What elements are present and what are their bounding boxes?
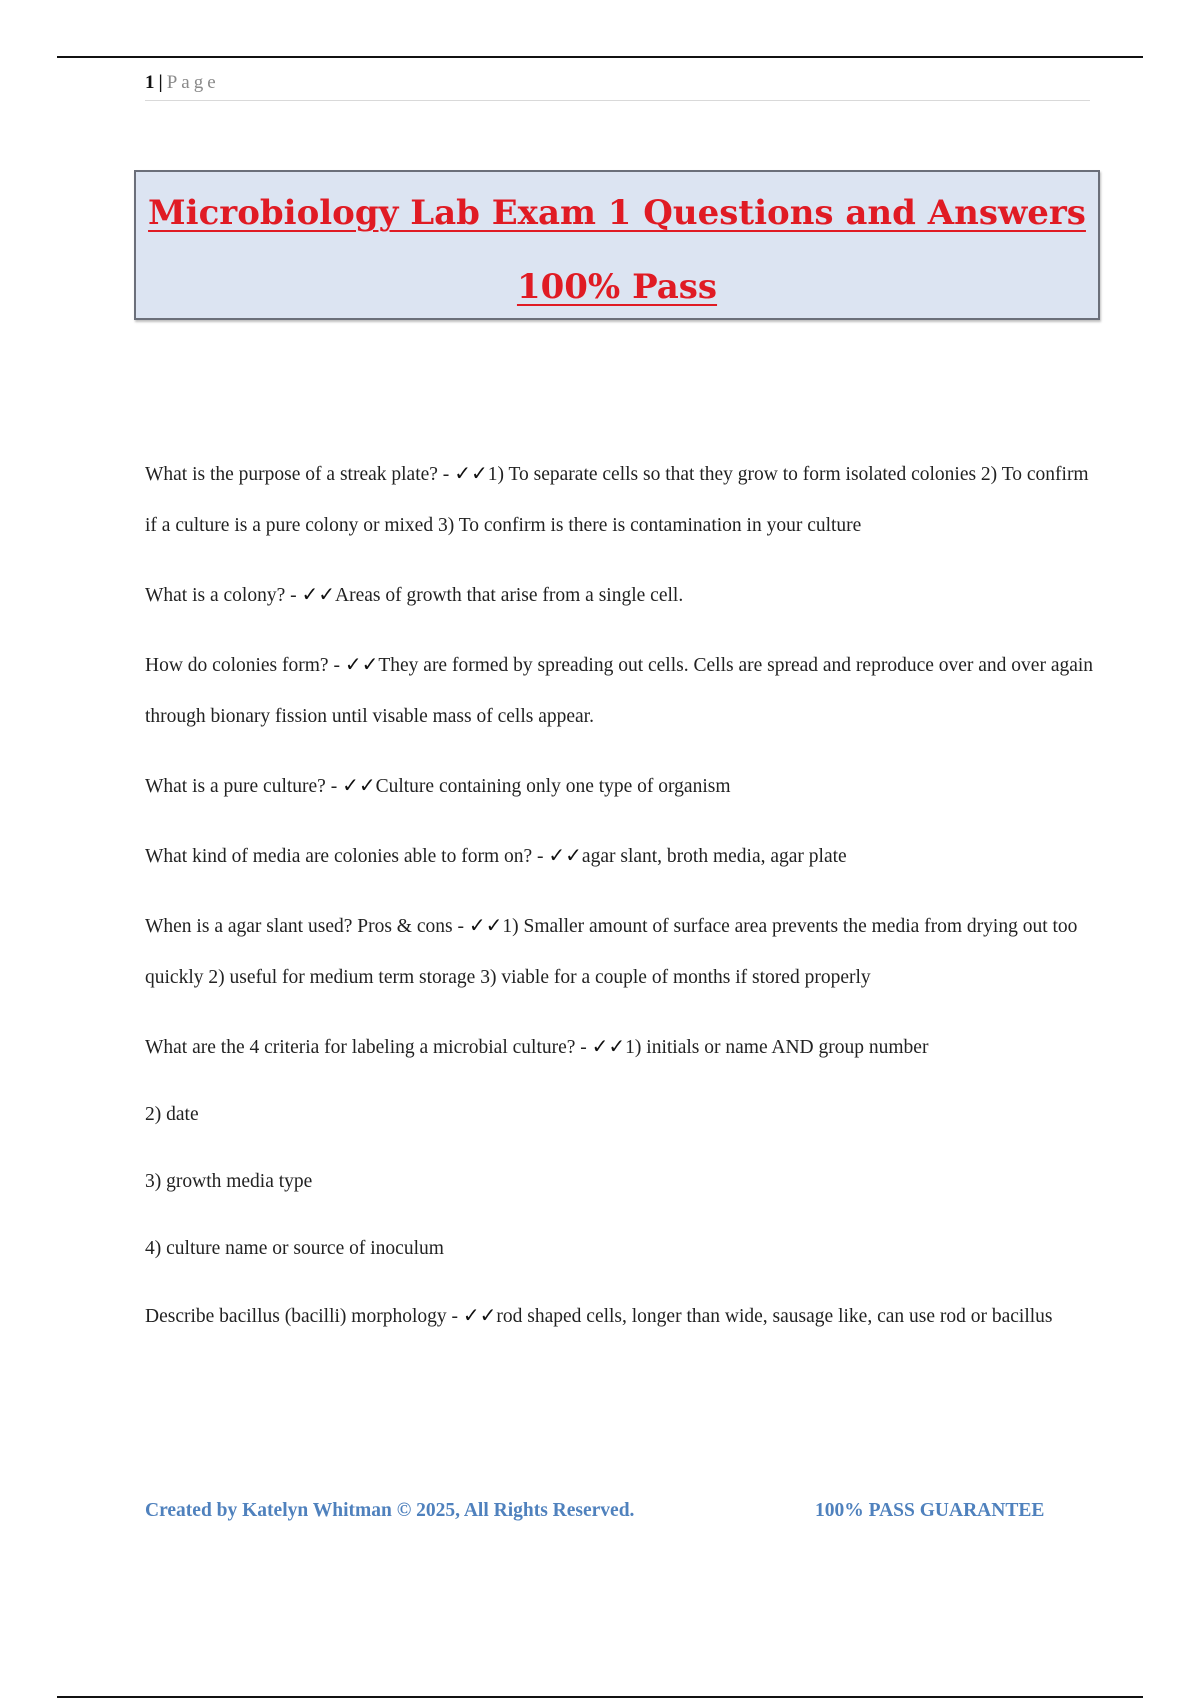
page-header xyxy=(145,72,1090,101)
question-text: What kind of media are colonies able to form on? - xyxy=(145,846,549,867)
qa-item xyxy=(145,639,1095,742)
qa-content xyxy=(145,448,1095,1360)
answer-text: 1) initials or name AND group number xyxy=(625,1037,929,1058)
check-icon: ✓✓ xyxy=(468,913,503,937)
criteria-item: 2) date xyxy=(145,1104,199,1125)
check-icon: ✓✓ xyxy=(591,1034,626,1058)
answer-text: rod shaped cells, longer than wide, sausage like, can use rod or bacillus xyxy=(496,1306,1053,1327)
title-line-1: Microbiology Lab Exam 1 Questions and Answers xyxy=(148,193,1086,233)
qa-item xyxy=(145,448,1095,551)
question-text: How do colonies form? - xyxy=(145,655,345,676)
question-text: What is a colony? - xyxy=(145,585,302,606)
answer-text: agar slant, broth media, agar plate xyxy=(581,846,847,867)
answer-text: 1) To separate cells so that they grow to form isolated colonies 2) To confirm if a culture is a pure colony or mixed 3) To confirm is there is contamination in your culture xyxy=(145,464,1089,536)
answer-text: Culture containing only one type of organism xyxy=(375,776,731,797)
footer-copyright: Created by Katelyn Whitman © 2025, All Rights Reserved. xyxy=(145,1500,635,1521)
check-icon: ✓✓ xyxy=(342,773,376,797)
qa-item xyxy=(145,1290,1095,1342)
qa-item xyxy=(145,900,1095,1003)
top-rule xyxy=(57,56,1143,58)
qa-item xyxy=(145,760,1095,812)
question-text: Describe bacillus (bacilli) morphology - xyxy=(145,1306,463,1327)
check-icon: ✓✓ xyxy=(462,1303,497,1327)
question-text: What are the 4 criteria for labeling a microbial culture? - xyxy=(145,1037,592,1058)
footer-guarantee: 100% PASS GUARANTEE xyxy=(815,1500,1045,1521)
answer-text: Areas of growth that arise from a single cell. xyxy=(335,585,684,606)
title-box xyxy=(134,170,1100,320)
check-icon: ✓✓ xyxy=(344,652,379,676)
page-footer xyxy=(145,1500,1075,1522)
check-icon: ✓✓ xyxy=(548,843,582,867)
qa-item xyxy=(145,830,1095,882)
check-icon: ✓✓ xyxy=(301,582,336,606)
qa-item xyxy=(145,569,1095,621)
page-label: Page xyxy=(166,72,220,93)
page-separator: | xyxy=(158,72,163,93)
check-icon: ✓✓ xyxy=(454,461,488,485)
page-number: 1 xyxy=(145,72,155,93)
criteria-item: 4) culture name or source of inoculum xyxy=(145,1238,444,1259)
title-line-2: 100% Pass xyxy=(516,267,718,307)
question-text: What is a pure culture? - xyxy=(145,776,343,797)
question-text: What is the purpose of a streak plate? - xyxy=(145,464,455,485)
criteria-item: 3) growth media type xyxy=(145,1171,313,1192)
qa-item xyxy=(145,1021,1095,1073)
question-text: When is a agar slant used? Pros & cons - xyxy=(145,916,469,937)
answer-text: They are formed by spreading out cells. Cells are spread and reproduce over and over again through bionary fission until visable mass of cells appear. xyxy=(145,655,1094,727)
bottom-rule xyxy=(57,1696,1143,1698)
answer-text: 1) Smaller amount of surface area prevents the media from drying out too quickly 2) useful for medium term storage 3) viable for a couple of months if stored properly xyxy=(145,916,1078,988)
